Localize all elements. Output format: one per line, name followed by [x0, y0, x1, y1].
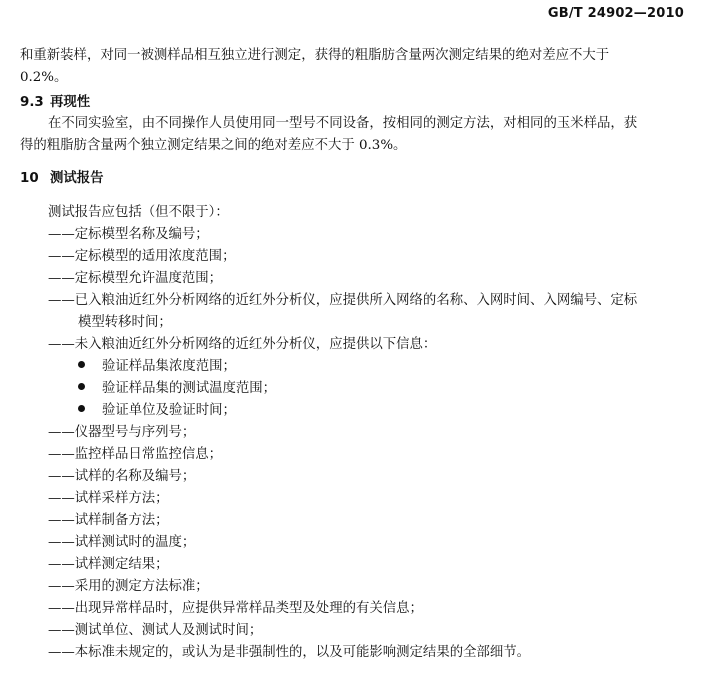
bullet-item — [78, 380, 276, 398]
list-item: ——试样测定结果； — [48, 557, 169, 572]
list-item: ——试样采样方法； — [48, 491, 169, 506]
bullet-text: 验证单位及验证时间； — [102, 403, 236, 418]
standard-number: GB/T 24902—2010 — [547, 6, 684, 21]
list-item: ——定标模型允许温度范围； — [48, 271, 223, 286]
list-item: ——出现异常样品时，应提供异常样品类型及处理的有关信息； — [48, 601, 423, 616]
bullet-text: 验证样品集的测试温度范围； — [102, 381, 277, 396]
list-item: ——试样测试时的温度； — [48, 535, 196, 550]
list-item: ——本标准未规定的，或认为是非强制性的，以及可能影响测定结果的全部细节。 — [48, 645, 531, 660]
list-item: ——定标模型的适用浓度范围； — [48, 249, 236, 264]
section-9-3-line-2: 得的粗脂肪含量两个独立测定结果之间的绝对差应不大于 0.3%。 — [20, 138, 407, 153]
bullet-item — [78, 402, 236, 420]
intro-line-2: 0.2%。 — [20, 70, 68, 85]
bullet-dot-icon — [78, 361, 85, 368]
section-9-3-line-1: 在不同实验室，由不同操作人员使用同一型号不同设备，按相同的测定方法，对相同的玉米样品，获 — [48, 116, 638, 131]
section-number: 10 — [20, 171, 39, 186]
list-item: ——未入粮油近红外分析网络的近红外分析仪，应提供以下信息： — [48, 337, 437, 352]
intro-line-1: 和重新装样，对同一被测样品相互独立进行测定，获得的粗脂肪含量两次测定结果的绝对差应不大于 — [20, 48, 610, 63]
bullet-dot-icon — [78, 383, 85, 390]
report-lead: 测试报告应包括（但不限于）： — [48, 205, 229, 220]
list-item: ——试样的名称及编号； — [48, 469, 196, 484]
list-item-continuation: 模型转移时间； — [78, 315, 172, 330]
bullet-item — [78, 358, 236, 376]
list-item: ——定标模型名称及编号； — [48, 227, 209, 242]
bullet-dot-icon — [78, 405, 85, 412]
section-title: 再现性 — [50, 95, 91, 110]
section-9-3-heading — [20, 94, 90, 112]
list-item: ——试样制备方法； — [48, 513, 169, 528]
list-item: ——已入粮油近红外分析网络的近红外分析仪，应提供所入网络的名称、入网时间、入网编号、定标 — [48, 293, 638, 308]
section-title: 测试报告 — [50, 171, 104, 186]
list-item: ——仪器型号与序列号； — [48, 425, 196, 440]
section-number: 9.3 — [20, 95, 44, 110]
bullet-text: 验证样品集浓度范围； — [102, 359, 236, 374]
list-item: ——采用的测定方法标准； — [48, 579, 209, 594]
list-item: ——监控样品日常监控信息； — [48, 447, 223, 462]
list-item: ——测试单位、测试人及测试时间； — [48, 623, 263, 638]
section-10-heading — [20, 170, 104, 188]
